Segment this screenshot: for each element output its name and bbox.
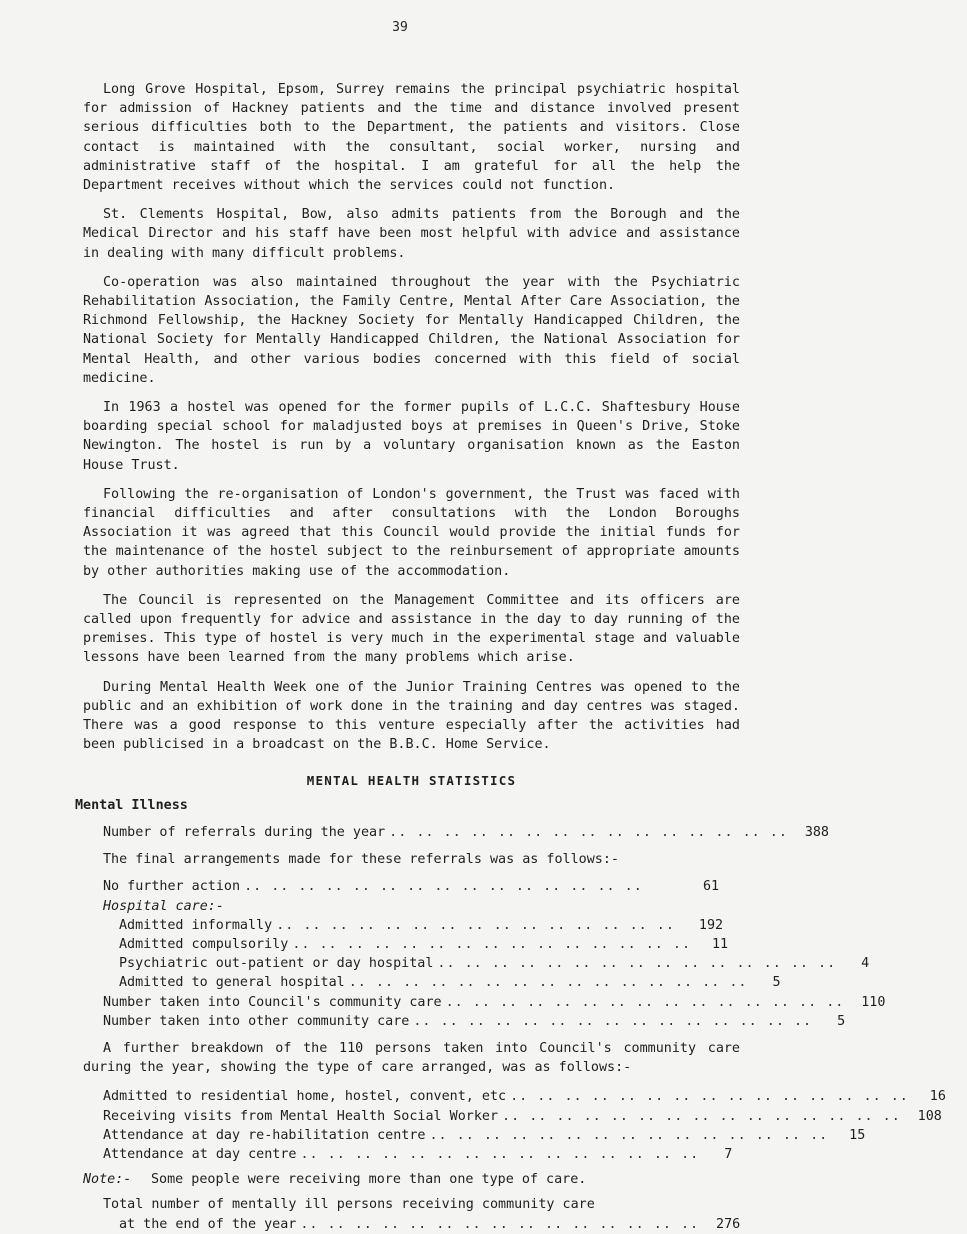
- row-label: Attendance at day centre: [103, 1146, 297, 1162]
- no-further-value: 61: [702, 879, 720, 895]
- row-value: 5: [837, 1013, 846, 1029]
- subheading-mental-illness: Mental Illness: [75, 797, 188, 813]
- row-label: Admitted to residential home, hostel, convent, etc: [103, 1089, 507, 1105]
- breakdown-intro: A further breakdown of the 110 persons taken into Council's community care during the year, showing the type of care arranged, was as follows:-: [83, 1040, 740, 1076]
- referrals-value: 388: [804, 824, 829, 840]
- dot-leader: .. .. .. .. .. .. .. .. .. .. .. .. .. .. ..: [292, 936, 692, 952]
- paragraph-long-grove: Long Grove Hospital, Epsom, Surrey remains the principal psychiatric hospital for admission of Hackney patients and the time and distance involved present serious difficulties both to the Department, the patients and visitors. Close contact is maintained with the consultant, social worker, nursing and administrative staff of the hospital. I am grateful for all the help the Department receives without which the services could not function.: [83, 82, 740, 194]
- hospital-care-list: [83, 916, 870, 993]
- hospital-care-label: Hospital care:-: [103, 898, 224, 914]
- list-item: [83, 973, 781, 992]
- council-care-row: [83, 993, 886, 1012]
- other-care-row: [83, 1012, 846, 1031]
- row-label: Admitted to general hospital: [119, 975, 345, 991]
- list-item: [83, 916, 740, 935]
- row-label: Receiving visits from Mental Health Social Worker: [103, 1108, 499, 1124]
- total-value: 276: [716, 1216, 741, 1232]
- row-label: Number taken into other community care: [103, 1013, 410, 1029]
- referrals-row: [83, 823, 829, 842]
- list-item: [83, 1145, 740, 1164]
- row-value: 15: [849, 1127, 866, 1143]
- paragraph-reorganisation: Following the re-organisation of London's government, the Trust was faced with financial difficulties and after consultations with the London Boroughs Association it was agreed that this Council would provide the initial funds for the maintenance of the hostel subject to the reinbursement of appropriate amounts by other authorities making use of the accommodation.: [83, 486, 740, 579]
- row-label: Admitted informally: [119, 917, 273, 933]
- document-body: [75, 80, 946, 1234]
- row-label: Attendance at day re-habilitation centre: [103, 1127, 426, 1143]
- note-text: Some people were receiving more than one type of care.: [151, 1172, 587, 1188]
- list-item: [83, 954, 870, 973]
- dot-leader: .. .. .. .. .. .. .. .. .. .. .. .. .. .. ..: [413, 1013, 813, 1029]
- no-further-row: [83, 877, 740, 896]
- paragraph-management-committee: The Council is represented on the Management Committee and its officers are called upon frequently for advice and assistance in the day to day running of the premises. This type of hostel is very much in the experimental stage and valuable lessons have been learned from the many problems which arise.: [83, 592, 740, 666]
- note: [83, 1170, 740, 1189]
- row-value: 192: [698, 917, 724, 933]
- row-value: 7: [724, 1146, 733, 1162]
- note-label: Note:-: [83, 1172, 132, 1188]
- no-further-label: No further action: [103, 879, 241, 895]
- dot-leader: .. .. .. .. .. .. .. .. .. .. .. .. .. .. ..: [437, 956, 837, 972]
- section-heading: MENTAL HEALTH STATISTICS: [306, 772, 517, 788]
- paragraph-hostel-1963: In 1963 a hostel was opened for the former pupils of L.C.C. Shaftesbury House boarding special school for maladjusted boys at premises in Queen's Drive, Stoke Newington. The hostel is run by a voluntary organisation known as the Easton House Trust.: [83, 400, 740, 473]
- row-label: Number taken into Council's community care: [103, 994, 442, 1010]
- dot-leader: .. .. .. .. .. .. .. .. .. .. .. .. .. .. ..: [445, 994, 845, 1010]
- paragraph-mental-health-week: During Mental Health Week one of the Junior Training Centres was opened to the public and an exhibition of work done in the training and day centres was staged. There was a good response to this venture especially after the activities had been publicised in a broadcast on the B.B.C. Home Service.: [83, 679, 740, 753]
- row-label: Psychiatric out-patient or day hospital: [119, 956, 434, 972]
- paragraph-st-clements: St. Clements Hospital, Bow, also admits patients from the Borough and the Medical Director and his staff have been most helpful with advice and assistance in dealing with many difficult problems.: [83, 207, 740, 261]
- breakdown-list: [83, 1087, 946, 1164]
- dot-leader: .. .. .. .. .. .. .. .. .. .. .. .. .. .. ..: [244, 879, 643, 895]
- arrangements-intro: The final arrangements made for these referrals was as follows:-: [103, 852, 619, 868]
- list-item: [83, 1107, 942, 1126]
- row-value: 16: [929, 1089, 946, 1105]
- dot-leader: .. .. .. .. .. .. .. .. .. .. .. .. .. .. ..: [300, 1146, 700, 1162]
- row-value: 5: [772, 975, 781, 991]
- referrals-label: Number of referrals during the year: [103, 824, 386, 840]
- total-row: [83, 1215, 740, 1234]
- row-value: 4: [861, 956, 870, 972]
- dot-leader: .. .. .. .. .. .. .. .. .. .. .. .. .. .. ..: [348, 975, 748, 991]
- row-value: 11: [711, 936, 729, 952]
- dot-leader: .. .. .. .. .. .. .. .. .. .. .. .. .. .. ..: [510, 1089, 909, 1105]
- total-label-line1: Total number of mentally ill persons receiving community care: [103, 1197, 595, 1213]
- list-item: [83, 1087, 946, 1106]
- list-item: [83, 935, 740, 954]
- row-value: 108: [917, 1108, 942, 1124]
- paragraph-co-operation: Co-operation was also maintained throughout the year with the Psychiatric Rehabilitation Association, the Family Centre, Mental After Care Association, the Richmond Fellowship, the Hackney Society for Mentally Handicapped Children, the National Society for Mentally Handicapped Children, the National Association for Mental Health, and other various bodies concerned with this field of social medicine.: [83, 274, 740, 386]
- dot-leader: .. .. .. .. .. .. .. .. .. .. .. .. .. .. ..: [276, 917, 675, 933]
- list-item: [83, 1126, 866, 1145]
- dot-leader: .. .. .. .. .. .. .. .. .. .. .. .. .. .. ..: [502, 1108, 901, 1124]
- row-label: Admitted compulsorily: [119, 936, 289, 952]
- row-value: 110: [861, 994, 886, 1010]
- dot-leader: .. .. .. .. .. .. .. .. .. .. .. .. .. .. ..: [300, 1216, 700, 1232]
- dot-leader: .. .. .. .. .. .. .. .. .. .. .. .. .. .. ..: [389, 824, 788, 840]
- page-number: 39: [392, 20, 408, 35]
- dot-leader: .. .. .. .. .. .. .. .. .. .. .. .. .. .. ..: [429, 1127, 829, 1143]
- total-label-line2: at the end of the year: [119, 1216, 297, 1232]
